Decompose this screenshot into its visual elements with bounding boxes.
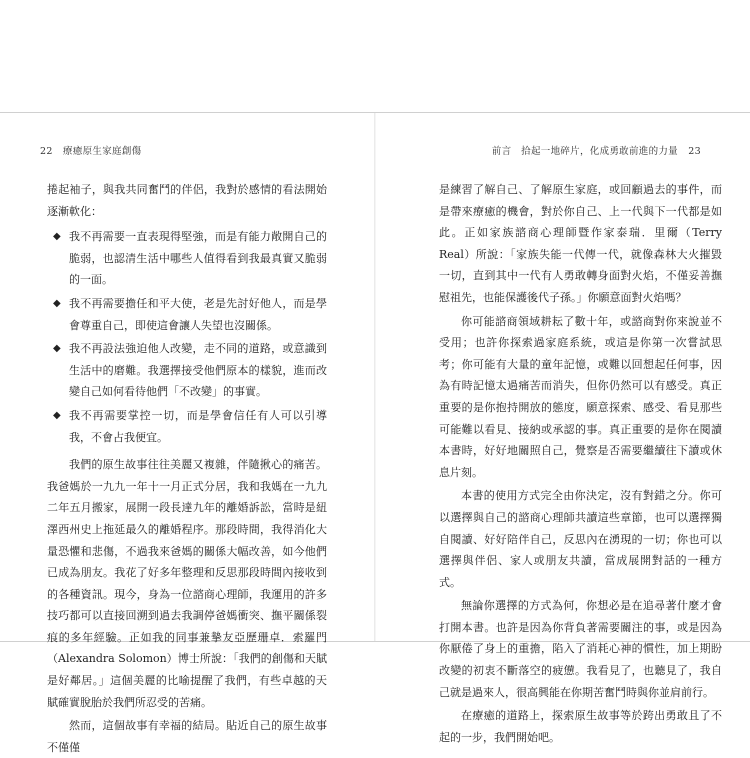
left-intro-paragraph: 捲起袖子，與我共同奮鬥的伴侶，我對於感情的看法開始逐漸軟化： [47, 183, 327, 218]
right-page-number: 23 [688, 146, 701, 157]
body-paragraph: 無論你選擇的方式為何，你想必是在追尋著什麼才會打開本書。也許是因為你背負著需要關注的事，或是因為你厭倦了身上的重擔，陷入了消耗心神的慣性，加上期盼改變的初衷不斷落空的疲憊。我看見了，也聽見了，我自己就是過來人，很高興能在你期苦奮鬥時與你並肩前行。 [439, 599, 722, 699]
left-page-body [47, 179, 327, 758]
right-running-title: 前言 拾起一地碎片，化成勇敢前進的力量 [491, 146, 678, 157]
body-paragraph: 我們的原生故事往往美麗又複雜，伴隨揪心的痛苦。我爸媽於一九九一年十一月正式分居，我和我媽在一九九二年五月搬家，展開一段長達九年的離婚訴訟，當時是紐澤西州史上拖延最久的離婚程序。那段時間，我得消化大量恐懼和悲傷，不過我來爸媽的關係大幅改善，如今他們已成為朋友。我花了好多年整理和反思那段時間內接收到的各種資訊。現今，身為一位諮商心理師，我運用的許多技巧都可以直接回溯到過去我調停爸媽衝突、撫平關係裂痕的多年經驗。正如我的同事兼摯友亞歷珊卓．索羅門（Alexandra Solomon）博士所說：「我們的創傷和天賦是好鄰居。」這個美麗的比喻提醒了我們，有些卓越的天賦確實脫胎於我們所忍受的苦痛。 [47, 458, 327, 709]
left-page-number: 22 [40, 146, 53, 157]
body-paragraph: 然而，這個故事有幸福的結局。貼近自己的原生故事不僅僅 [47, 719, 327, 754]
bullet-text: 我不再設法強迫他人改變，走不同的道路，或意識到生活中的磨難。我選擇接受他們原本的樣貌，進而改變自己如何看待他們「不改變」的事實。 [69, 342, 327, 399]
body-paragraph: 是練習了解自己、了解原生家庭，或回顧過去的事件，而是帶來療癒的機會，對於你自己、上一代與下一代都是如此。正如家族諮商心理師暨作家泰瑞．里爾（Terry Real）所說：「家族失能一代傳一代，就像森林大火摧毀一切，直到其中一代有人勇敢轉身面對火焰，不僅妥善撫慰祖先，也能保護後代子孫。」你願意面對火焰嗎？ [439, 183, 722, 304]
body-paragraph: 在療癒的道路上，探索原生故事等於跨出勇敢且了不起的一步，我們開始吧。 [439, 709, 722, 744]
left-running-title: 療癒原生家庭創傷 [63, 146, 142, 157]
bullet-text: 我不再需要掌控一切，而是學會信任有人可以引導我，不會占我便宜。 [69, 408, 327, 444]
bullet-text: 我不再需要擔任和平大使，老是先討好他人，而是學會尊重自己，即使這會讓人失望也沒關係。 [69, 296, 327, 332]
left-running-header [33, 143, 141, 157]
left-page [0, 113, 374, 754]
body-paragraph: 你可能諮商領域耕耘了數十年，或諮商對你來說並不受用；也許你探索過家庭系統，或這是你第一次嘗試思考；你可能有大量的童年記憶，或難以回想起任何事，因為有時記憶太過痛苦而消失，但你仍然可以有感受。真正重要的是你抱持開放的態度，願意探索、感受、看見那些可能難以看見、接納或承認的事。真正重要的是你在閱讀本書時，好好地關照自己，覺察是否需要繼續往下讀或休息片刻。 [439, 314, 722, 479]
bullet-text: 我不再需要一直表現得堅強，而是有能力敞開自己的脆弱，也認清生活中哪些人值得看到我最真實又脆弱的一面。 [69, 230, 327, 287]
bullet-diamond-icon: ◆ [53, 409, 61, 421]
bullet-item [47, 293, 327, 336]
bullet-item [47, 226, 327, 291]
body-paragraph: 本書的使用方式完全由你決定，沒有對錯之分。你可以選擇與自己的諮商心理師共讀這些章節，也可以選擇獨自閱讀、好好陪伴自己，反思內在湧現的一切；你也可以選擇與伴侶、家人或朋友共讀，當成展開對話的一種方式。 [439, 489, 722, 589]
bullet-diamond-icon: ◆ [53, 343, 61, 355]
bullet-item [47, 405, 327, 448]
right-running-header [492, 143, 708, 157]
right-page [376, 113, 750, 744]
bullet-item [47, 338, 327, 403]
book-spread [0, 112, 750, 754]
bullet-diamond-icon: ◆ [53, 297, 61, 309]
bullet-diamond-icon: ◆ [53, 231, 61, 243]
bullet-list [47, 226, 327, 448]
right-page-body [439, 179, 722, 748]
